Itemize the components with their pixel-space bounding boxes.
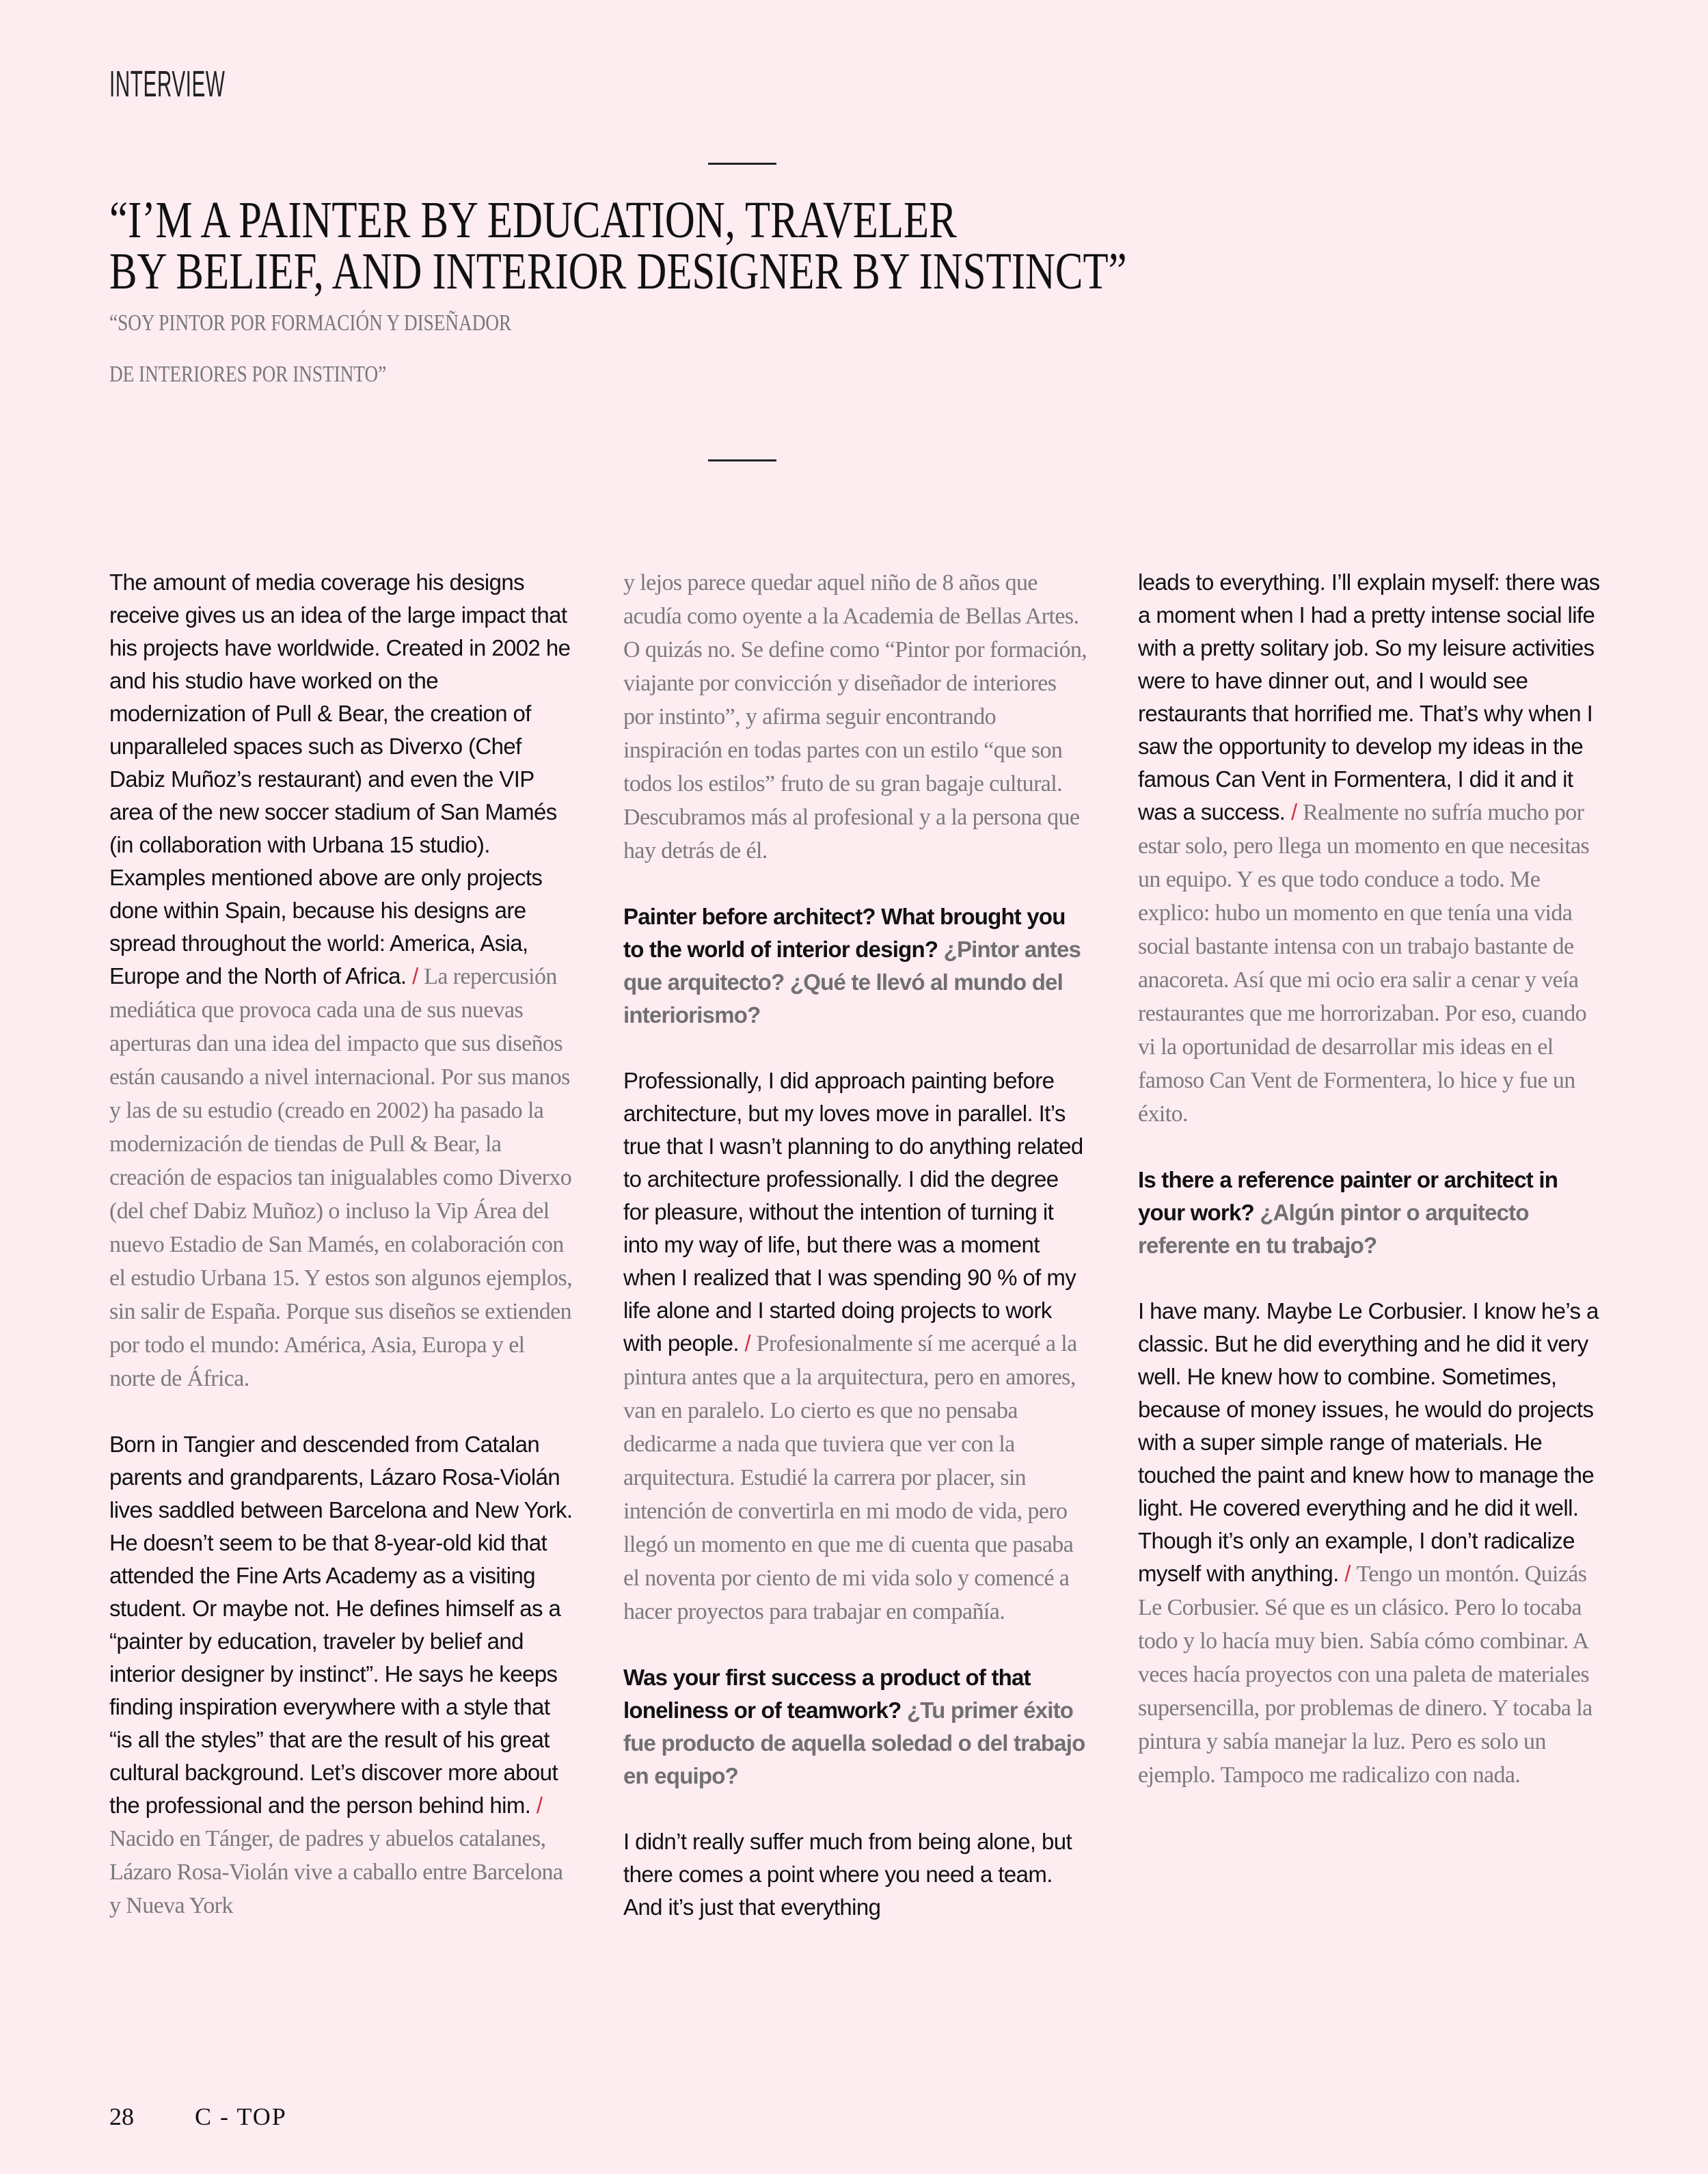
article-column-3 [1138,566,1603,1825]
language-separator: / [536,1793,543,1818]
text-english: Professionally, I did approach painting before architecture, but my loves move in parallel. It’s true that I wasn’t planning to do anything related to architecture professionally. I did the degree for pleasure, without the intention of turning it into my way of life, but there was a moment when I realized that I was spending 90 % of my life alone and I started doing projects to work with people. [623,1068,1083,1356]
article-paragraph [109,1428,574,1922]
question-spanish: ¿Algún pintor o arquitecto referente en tu trabajo? [1138,1200,1529,1258]
text-english: The amount of media coverage his designs receive gives us an idea of the large impact that his projects have worldwide. Created in 2002 he and his studio have worked on the modernization of Pull & Bear, the creation of unparalleled spaces such as Diverxo (Chef Dabiz Muñoz’s restaurant) and even the VIP area of the new soccer stadium of San Mamés (in collaboration with Urbana 15 studio). Examples mentioned above are only projects done within Spain, because his designs are spread throughout the world: America, Asia, Europe and the North of Africa. [109,569,571,989]
language-separator: / [1344,1561,1351,1586]
text-spanish: La repercusión mediática que provoca cada una de sus nuevas aperturas dan una idea del impacto que sus diseños están causando a nivel internacional. Por sus manos y las de su estudio (creado en 2002) ha pasado la modernización de tiendas de Pull & Bear, la creación de espacios tan inigualables como Diverxo (del chef Dabiz Muñoz) o incluso la Vip Área del nuevo Estadio de San Mamés, en colaboración con el estudio Urbana 15. Y estos son algunos ejemplos, sin salir de España. Porque sus diseños se extienden por todo el mundo: América, Asia, Europa y el norte de África. [109,964,572,1391]
language-separator: / [412,963,418,989]
article-column-2 [623,566,1088,1957]
interview-question [623,1661,1088,1793]
article-paragraph [109,566,574,1395]
question-english: Is there a reference painter or architect in your work? [1138,1167,1558,1225]
headline-es-line: “SOY PINTOR POR FORMACIÓN Y DISEÑADOR [109,310,512,336]
text-spanish: Profesionalmente sí me acerqué a la pintura antes que a la arquitectura, pero en amores, van en paralelo. Lo cierto es que no pensaba dedicarme a nada que tuviera que ver con la arquitectura. Estudié la carrera por placer, sin intención de convertirla en mi modo de vida, pero llegó un momento en que me di cuenta que pasaba el noventa por ciento de mi vida solo y comencé a hacer proyectos para trabajar en compañía. [623,1331,1077,1624]
question-spanish: ¿Pintor antes que arquitecto? ¿Qué te llevó al mundo del interiorismo? [623,937,1081,1028]
section-label: INTERVIEW [109,64,226,105]
article-paragraph [623,566,1088,868]
article-paragraph [1138,566,1603,1131]
question-spanish: ¿Tu primer éxito fue producto de aquella soledad o del trabajo en equipo? [623,1697,1085,1788]
text-spanish: Tengo un montón. Quizás Le Corbusier. Sé que es un clásico. Pero lo tocaba todo y lo hacía muy bien. Sabía cómo combinar. A veces hacía proyectos con una paleta de materiales supersencilla, por problemas de dinero. Y tocaba la pintura y sabía manejar la luz. Pero es solo un ejemplo. Tampoco me radicalizo con nada. [1138,1561,1592,1788]
text-english: Born in Tangier and descended from Catalan parents and grandparents, Lázaro Rosa-Violán lives saddled between Barcelona and New York. He doesn’t seem to be that 8-year-old kid that attended the Fine Arts Academy as a visiting student. Or maybe not. He defines himself as a “painter by education, traveler by belief and interior designer by instinct”. He says he keeps finding inspiration everywhere with a style that “is all the styles” that are the result of his great cultural background. Let’s discover more about the professional and the person behind him. [109,1432,573,1818]
divider-top [708,163,776,165]
magazine-name: C - TOP [195,2103,287,2130]
interview-question [1138,1164,1603,1262]
divider-bottom [708,459,776,461]
article-paragraph [1138,1295,1603,1792]
text-english: I have many. Maybe Le Corbusier. I know he’s a classic. But he did everything and he did it very well. He knew how to combine. Sometimes, because of money issues, he would do projects with a super simple range of materials. He touched the paint and knew how to manage the light. He covered everything and he did it well. Though it’s only an example, I don’t radicalize myself with anything. [1138,1298,1599,1586]
article-paragraph [623,1064,1088,1628]
text-spanish: Nacido en Tánger, de padres y abuelos catalanes, Lázaro Rosa-Violán vive a caballo entre Barcelona y Nueva York [109,1826,563,1918]
headline-en-line: “I’M A PAINTER BY EDUCATION, TRAVELER [109,191,957,249]
language-separator: / [744,1330,751,1356]
question-english: Was your first success a product of that loneliness or of teamwork? [623,1665,1031,1723]
text-english: leads to everything. I’ll explain myself: there was a moment when I had a pretty intense social life with a pretty solitary job. So my leisure activities were to have dinner out, and I would see restaurants that horrified me. That’s why when I saw the opportunity to develop my ideas in the famous Can Vent in Formentera, I did it and it was a success. [1138,569,1600,824]
page-number: 28 [109,2103,134,2130]
article-paragraph [623,1825,1088,1924]
headline [109,191,1127,400]
language-separator: / [1290,799,1297,824]
text-english: I didn’t really suffer much from being alone, but there comes a point where you need a team. And it’s just that everything [623,1829,1072,1920]
interview-question [623,900,1088,1032]
article-column-1 [109,566,574,1955]
headline-en-line: BY BELIEF, AND INTERIOR DESIGNER BY INSTINCT” [109,243,1127,300]
page-footer [109,2102,287,2131]
text-spanish: y lejos parece quedar aquel niño de 8 años que acudía como oyente a la Academia de Bellas Artes. O quizás no. Se define como “Pintor por formación, viajante por convicción y diseñador de interiores por instinto”, y afirma seguir encontrando inspiración en todas partes con un estilo “que son todos los estilos” fruto de su gran bagaje cultural. Descubramos más al profesional y a la persona que hay detrás de él. [623,570,1087,863]
headline-es-line: DE INTERIORES POR INSTINTO” [109,362,387,387]
question-english: Painter before architect? What brought you to the world of interior design? [623,904,1066,962]
text-spanish: Realmente no sufría mucho por estar solo, pero llega un momento en que necesitas un equipo. Y es que todo conduce a todo. Me explico: hubo un momento en que tenía una vida social bastante intensa con un trabajo bastante de anacoreta. Así que mi ocio era salir a cenar y veía restaurantes que me horrorizaban. Por eso, cuando vi la oportunidad de desarrollar mis ideas en el famoso Can Vent de Formentera, lo hice y fue un éxito. [1138,800,1590,1127]
